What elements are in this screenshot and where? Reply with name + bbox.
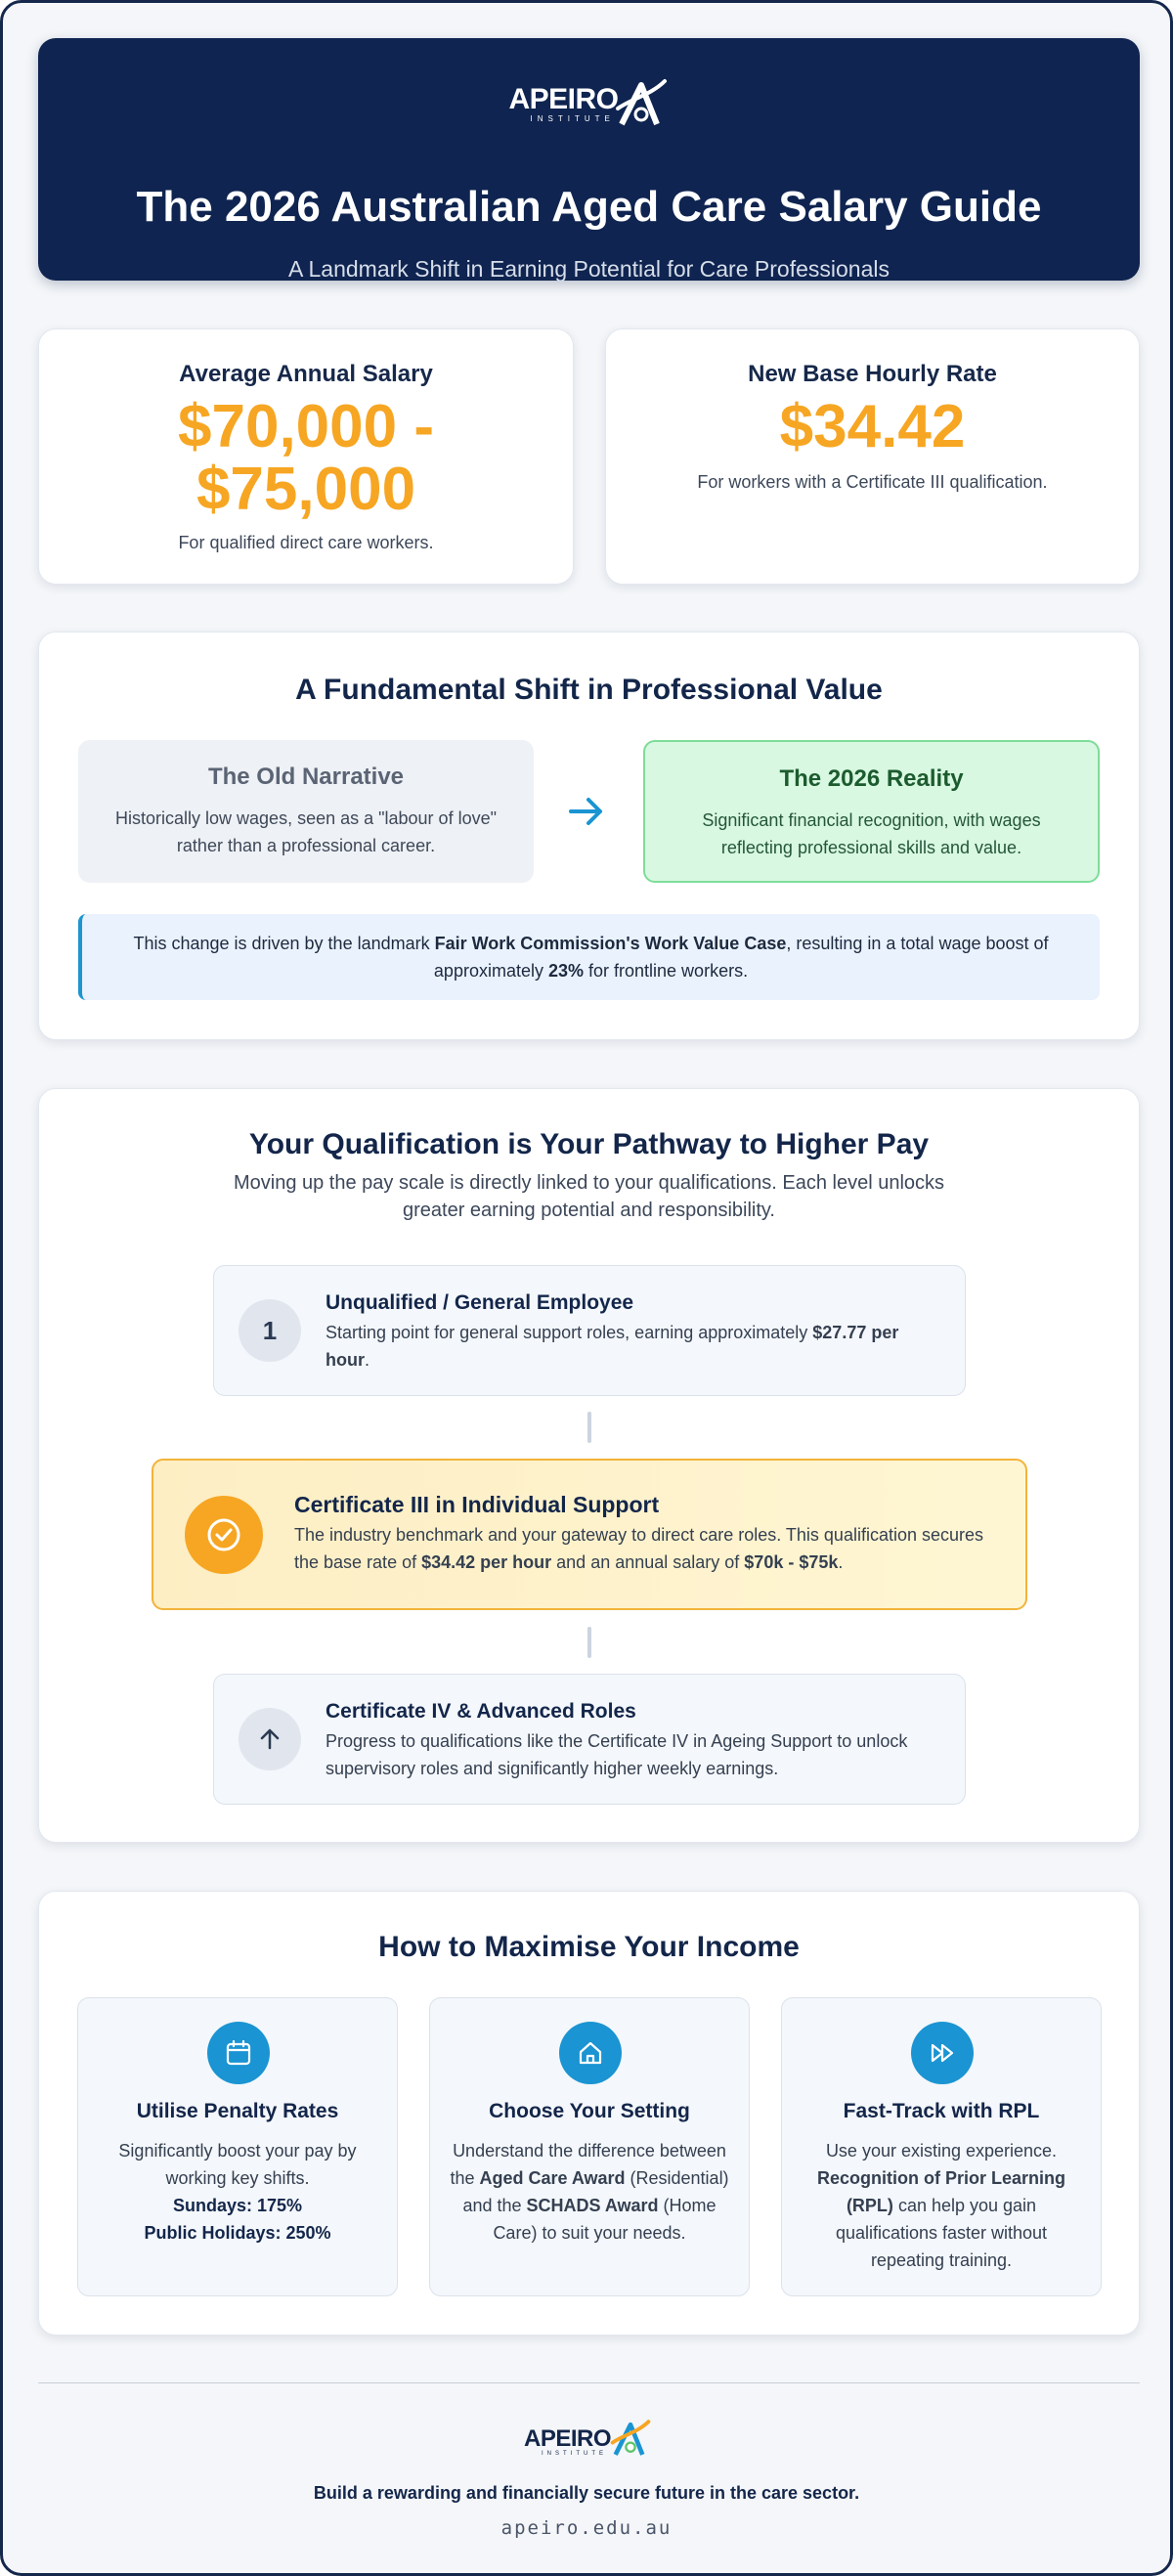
annual-salary-card [38,328,574,585]
hourly-rate-label: New Base Hourly Rate [748,361,997,387]
qualification-pathway-section [38,1088,1140,1843]
step-cert3-desc [294,1521,998,1576]
annual-salary-value-line2: $75,000 [196,456,416,523]
callout-text-end: for frontline workers. [584,961,749,981]
callout-text: This change is driven by the landmark [133,934,435,953]
footer-logo-swoosh-icon [608,2416,653,2461]
tip-schads-award: SCHADS Award [526,2196,659,2215]
step-cert4-title: Certificate IV & Advanced Roles [326,1700,636,1723]
tip-rpl-desc [800,2137,1083,2274]
hourly-rate-value: $34.42 [779,393,966,460]
old-narrative-text: Historically low wages, seen as a "labour of love" rather than a professional career. [115,808,497,855]
step-unqualified-rate: $27.77 per hour [326,1323,899,1370]
calendar-icon [207,2022,270,2084]
tip-rpl-text: Use your existing experience. [825,2141,1058,2161]
callout-percentage: 23% [547,961,585,981]
tip-rpl-title: Fast-Track with RPL [843,2100,1040,2122]
step-cert3-title: Certificate III in Individual Support [294,1492,660,1517]
step-cert3-rate: $34.42 per hour [421,1552,552,1572]
footer-tagline: Build a rewarding and financially secure future in the care sector. [313,2483,860,2503]
page-subtitle: A Landmark Shift in Earning Potential for Care Professionals [288,256,890,282]
tip-setting-text: Understand the difference between the [450,2141,726,2188]
old-narrative-card [78,740,534,883]
step-cert3-text-mid: and an annual salary of [551,1552,745,1572]
arrow-up-icon [239,1708,301,1770]
tip-rpl-highlight: Recognition of Prior Learning (RPL) [816,2168,1065,2215]
step-number-badge: 1 [239,1299,301,1362]
new-reality-title: The 2026 Reality [779,765,964,792]
step-unqualified-text: Starting point for general support roles, earning approximately [326,1323,813,1342]
step-cert3-end: . [838,1552,844,1572]
hourly-rate-card [605,328,1140,585]
callout-fwc-highlight: Fair Work Commission's Work Value Case [434,934,787,953]
footer-logo-tagline: INSTITUTE [542,2451,607,2457]
tip-fast-track-rpl [781,1997,1102,2296]
professional-value-section [38,632,1140,1040]
section-title-income: How to Maximise Your Income [378,1931,800,1963]
footer-logo-wrap [3,2414,1170,2463]
fast-forward-icon [911,2022,974,2084]
new-reality-text: Significant financial recognition, with wages reflecting professional skills and value. [702,810,1041,857]
header-banner [38,38,1140,281]
annual-salary-label: Average Annual Salary [179,361,433,387]
logo-wordmark: APEIRO [508,83,619,115]
home-icon [559,2022,622,2084]
step-connector [587,1412,591,1443]
footer-logo [518,2414,655,2463]
footer-logo-wordmark: APEIRO [524,2425,612,2452]
step-certificate-iv [213,1674,966,1805]
tip-setting-text-end: (Home Care) to suit your needs. [493,2196,717,2243]
tip-sunday-rate: Sundays: 175% [172,2196,303,2215]
tip-aged-care-award: Aged Care Award [479,2168,626,2188]
annual-salary-note: For qualified direct care workers. [178,533,434,552]
logo-swoosh-icon [612,73,671,132]
step-unqualified-end: . [365,1350,370,1370]
page-title: The 2026 Australian Aged Care Salary Guide [136,183,1042,231]
tip-setting-text-mid: (Residential) and the [462,2168,729,2215]
section-title-pathway: Your Qualification is Your Pathway to Higher Pay [248,1128,930,1160]
apeiro-logo [501,69,677,132]
tip-holiday-rate: Public Holidays: 250% [144,2223,331,2243]
tip-penalty-rates [77,1997,398,2296]
logo-tagline: INSTITUTE [530,114,615,123]
tip-penalty-desc [96,2137,379,2247]
step-unqualified-desc [326,1319,932,1374]
section-title-shift: A Fundamental Shift in Professional Value [295,674,883,706]
arrow-right-icon [567,793,608,830]
work-value-callout [78,914,1100,1000]
tip-setting-title: Choose Your Setting [489,2100,690,2122]
callout-text-mid: , resulting in a total wage boost of approximately [433,934,1049,981]
tip-setting-desc [448,2137,731,2247]
annual-salary-value-line1: $70,000 - [178,393,434,460]
step-cert4-desc: Progress to qualifications like the Certificate IV in Ageing Support to unlock supervisory roles and significantly higher weekly earnings. [326,1731,908,1778]
footer-divider [38,2382,1140,2383]
tip-choose-setting [429,1997,750,2296]
tip-penalty-text: Significantly boost your pay by working key shifts. [118,2141,357,2188]
pathway-intro: Moving up the pay scale is directly linked to your qualifications. Each level unlocks greater earning potential and responsibility. [233,1172,945,1221]
step-certificate-iii [152,1459,1027,1610]
step-cert3-salary: $70k - $75k [744,1552,839,1572]
step-unqualified [213,1265,966,1396]
step-cert3-text: The industry benchmark and your gateway to direct care roles. This qualification secures the base rate of [294,1525,984,1572]
step-unqualified-title: Unqualified / General Employee [326,1291,634,1314]
check-circle-icon [185,1496,263,1574]
hourly-rate-note: For workers with a Certificate III qualification. [697,472,1048,492]
footer-website-link[interactable]: apeiro.edu.au [500,2517,673,2539]
step-connector [587,1627,591,1658]
new-reality-card [643,740,1100,883]
old-narrative-title: The Old Narrative [207,764,405,790]
tip-rpl-text-end: can help you gain qualifications faster without repeating training. [835,2196,1048,2270]
tip-penalty-title: Utilise Penalty Rates [136,2100,339,2122]
